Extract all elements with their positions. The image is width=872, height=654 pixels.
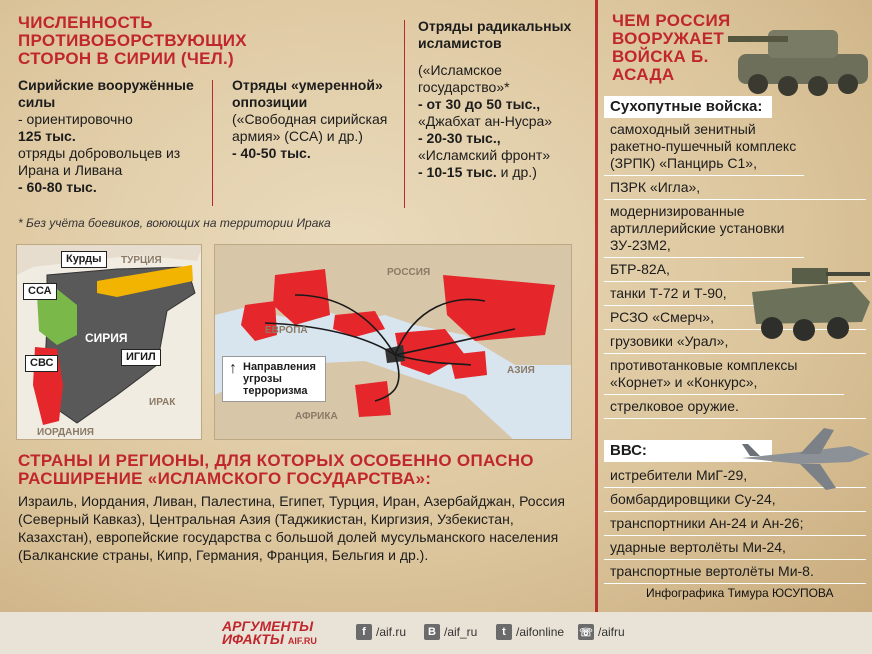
list-item: транспортные вертолёты Ми-8. xyxy=(604,560,866,584)
list-item: танки Т-72 и Т-90, xyxy=(604,282,866,306)
syrian-forces-block xyxy=(18,77,208,196)
syria-map xyxy=(16,244,202,440)
label-asia: АЗИЯ xyxy=(507,365,535,376)
tag-kurds: Курды xyxy=(61,251,107,268)
label-syria: СИРИЯ xyxy=(85,331,128,345)
label-turkey: ТУРЦИЯ xyxy=(121,255,162,266)
right-title: ЧЕМ РОССИЯ ВООРУЖАЕТ ВОЙСКА Б. АСАДА xyxy=(612,11,731,84)
tank-icon xyxy=(728,0,872,104)
list-item: стрелковое оружие. xyxy=(604,395,866,419)
list-item: самоходный зенитный ракетно-пушечный комплекс (ЗРПК) «Панцирь С1», xyxy=(604,118,804,176)
radical-num3: - 10-15 тыс. xyxy=(418,164,497,180)
volunteers-text: отряды добровольцев из Ирана и Ливана xyxy=(18,145,181,178)
list-item: противотанковые комплексы «Корнет» и «Конкурс», xyxy=(604,354,844,395)
left-title: ЧИСЛЕННОСТЬ ПРОТИВОБОРСТВУЮЩИХ СТОРОН В СИРИИ (ЧЕЛ.) xyxy=(18,13,247,68)
radical-num1: - от 30 до 50 тыс., xyxy=(418,96,541,112)
divider-1 xyxy=(212,80,213,206)
right-divider xyxy=(595,0,598,612)
tag-svs: СВС xyxy=(25,355,58,372)
list-item: бомбардировщики Су-24, xyxy=(604,488,866,512)
label-jordan: ИОРДАНИЯ xyxy=(37,427,94,438)
label-africa: АФРИКА xyxy=(295,411,338,422)
logo-line2: ИФАКТЫ xyxy=(222,631,284,647)
facebook-icon: f xyxy=(356,624,372,640)
radical-title: Отряды радикальных исламистов xyxy=(418,18,572,51)
tag-igil: ИГИЛ xyxy=(121,349,161,366)
countries-title: СТРАНЫ И РЕГИОНЫ, ДЛЯ КОТОРЫХ ОСОБЕННО ОПАСНО РАСШИРЕНИЕ «ИСЛАМСКОГО ГОСУДАРСТВА»: xyxy=(18,451,534,488)
tag-ssa: ССА xyxy=(23,283,57,300)
list-item: РСЗО «Смерч», xyxy=(604,306,866,330)
threat-map xyxy=(214,244,572,440)
twitter-icon: t xyxy=(496,624,512,640)
credit: Инфографика Тимура ЮСУПОВА xyxy=(646,586,834,600)
logo-line1: АРГУМЕНТЫ xyxy=(222,618,314,634)
social-label: /aifonline xyxy=(516,625,565,639)
arrow-up-icon: ↑ xyxy=(229,360,237,377)
social-label: /aif.ru xyxy=(376,625,407,639)
moderate-title: Отряды «умеренной» оппозиции xyxy=(232,77,383,110)
label-europe: ЕВРОПА xyxy=(265,325,308,336)
syrian-forces-number: 125 тыс. xyxy=(18,128,76,144)
social-label: /aif_ru xyxy=(444,625,478,639)
footnote: * Без учёта боевиков, воюющих на территории Ирака xyxy=(18,216,331,230)
apc-icon xyxy=(742,252,872,348)
list-item: БТР-82А, xyxy=(604,258,866,282)
list-item: грузовики «Урал», xyxy=(604,330,866,354)
moderate-desc: («Свободная сирийская армия» (ССА) и др.) xyxy=(232,111,388,144)
label-russia: РОССИЯ xyxy=(387,267,431,278)
logo-domain: AIF.RU xyxy=(287,636,317,646)
radical-islamists-block xyxy=(418,18,593,181)
social-facebook[interactable] xyxy=(356,624,406,640)
moderate-opposition-block xyxy=(232,77,392,162)
vk-icon: В xyxy=(424,624,440,640)
radical-desc3: «Исламский фронт» xyxy=(418,147,551,163)
ground-forces-header: Сухопутные войска: xyxy=(604,96,772,118)
odnoklassniki-icon: ☏ xyxy=(578,624,594,640)
map-legend xyxy=(222,356,326,402)
list-item: модернизированные артиллерийские установки ЗУ-23М2, xyxy=(604,200,804,258)
social-vk[interactable] xyxy=(424,624,477,640)
radical-desc2: «Джабхат ан-Нусра» xyxy=(418,113,553,129)
jet-icon xyxy=(740,424,872,494)
countries-text: Израиль, Иордания, Ливан, Палестина, Египет, Турция, Иран, Азербайджан, Россия (Северный Кавказ), Центральная Азия (Таджикистан, Киргизия, Узбекистан, Казахстан), европейские государства с большой долей мусульманского населения (Балканские страны, Кипр, Германия, Франция, Бельгия и др.). xyxy=(18,493,565,563)
list-item: транспортники Ан-24 и Ан-26; xyxy=(604,512,866,536)
social-twitter[interactable] xyxy=(496,624,564,640)
aif-logo[interactable] xyxy=(222,620,342,648)
list-item: ПЗРК «Игла», xyxy=(604,176,866,200)
list-item: истребители МиГ-29, xyxy=(604,464,866,488)
radical-num2: - 20-30 тыс., xyxy=(418,130,501,146)
label-iraq: ИРАК xyxy=(149,397,176,408)
social-label: /aifru xyxy=(598,625,625,639)
social-ok[interactable] xyxy=(578,624,625,640)
list-item: ударные вертолёты Ми-24, xyxy=(604,536,866,560)
radical-tail3: и др.) xyxy=(500,164,537,180)
air-force-header: ВВС: xyxy=(604,440,772,462)
divider-2 xyxy=(404,20,405,208)
radical-desc1: («Исламское государство»* xyxy=(418,62,510,95)
volunteers-number: - 60-80 тыс. xyxy=(18,179,97,195)
legend-text: Направления угрозы терроризма xyxy=(243,361,316,397)
syrian-forces-line1: - ориентировочно xyxy=(18,111,133,127)
syrian-forces-title: Сирийские вооружённые силы xyxy=(18,77,194,110)
moderate-number: - 40-50 тыс. xyxy=(232,145,311,161)
